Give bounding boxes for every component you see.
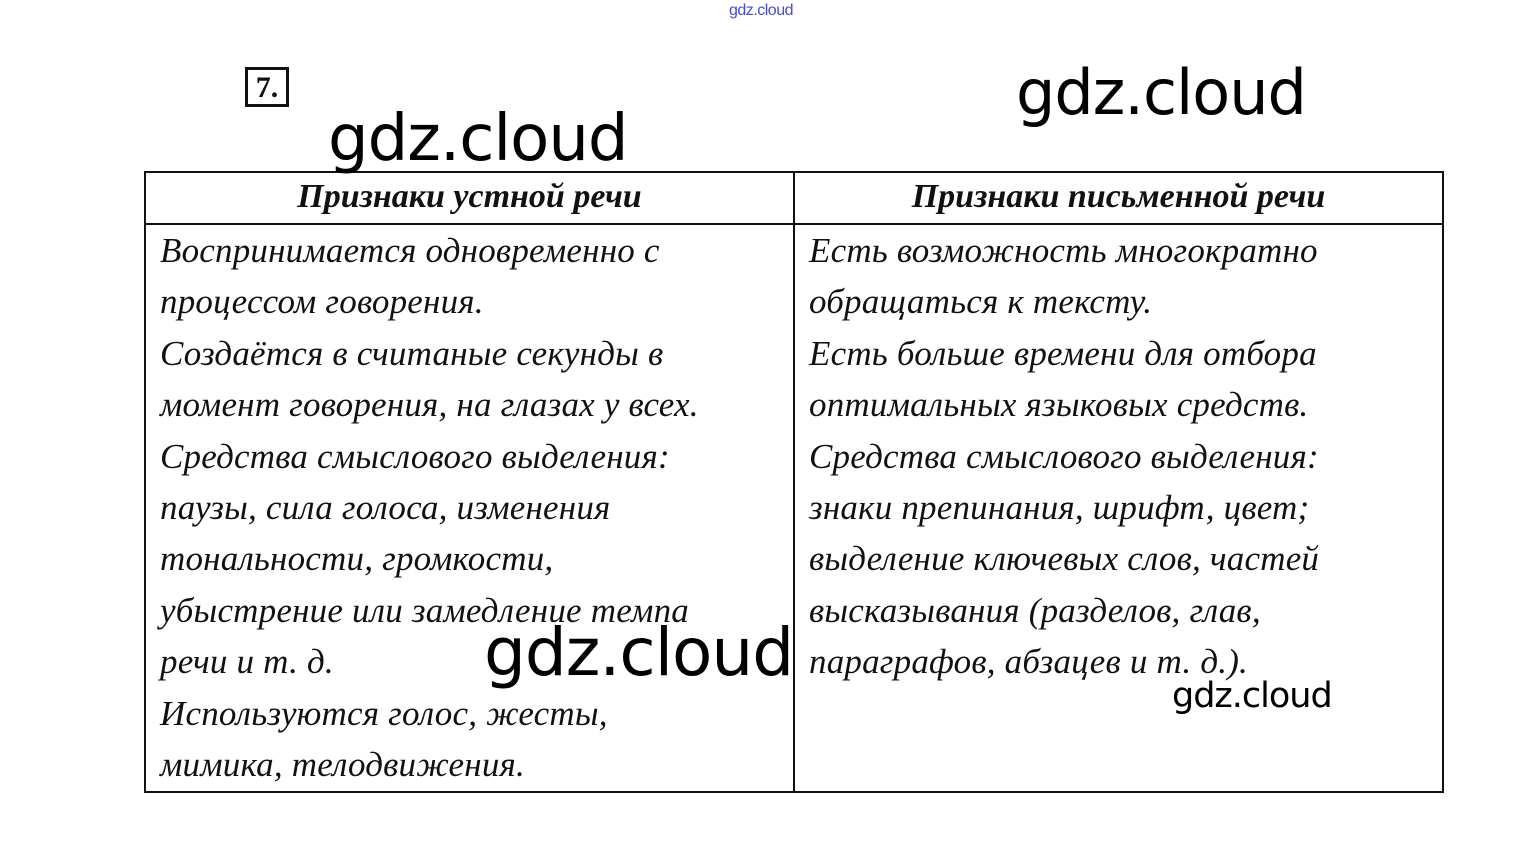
header-written-speech: Признаки письменной речи <box>795 173 1442 225</box>
oral-line: процессом говорения. <box>160 282 484 322</box>
written-speech-cell <box>795 225 1442 791</box>
oral-line: момент говорения, на глазах у всех. <box>160 385 699 425</box>
watermark-large-center: gdz.cloud <box>484 614 794 691</box>
header-oral-speech: Признаки устной речи <box>146 173 795 225</box>
oral-line: Создаётся в считаные секунды в <box>160 333 664 373</box>
oral-line: мимика, телодвижения. <box>160 745 525 785</box>
watermark-small-right: gdz.cloud <box>1172 676 1332 716</box>
watermark-top: gdz.cloud <box>729 2 793 19</box>
oral-line: Средства смыслового выделения: <box>160 436 670 476</box>
written-line: выделение ключевых слов, частей <box>809 539 1320 579</box>
written-line: Есть возможность многократно <box>809 231 1318 270</box>
oral-line: Воспринимается одновременно с <box>160 231 660 270</box>
watermark-large-top-right: gdz.cloud <box>1016 56 1306 129</box>
oral-speech-cell <box>146 225 795 791</box>
written-line: параграфов, абзацев и т. д.). <box>809 642 1248 682</box>
oral-line: тональности, громкости, <box>160 539 554 579</box>
oral-line: паузы, сила голоса, изменения <box>160 488 611 528</box>
oral-line: Используются голос, жесты, <box>160 693 608 733</box>
oral-line: убыстрение или замедление темпа <box>160 590 689 630</box>
watermark-large-top-left: gdz.cloud <box>328 102 628 176</box>
written-line: знаки препинания, шрифт, цвет; <box>809 488 1310 528</box>
written-line: Средства смыслового выделения: <box>809 436 1319 476</box>
task-number-box: 7. <box>245 67 289 107</box>
oral-line: речи и т. д. <box>160 642 334 682</box>
written-line: высказывания (разделов, глав, <box>809 590 1261 630</box>
written-line: обращаться к тексту. <box>809 282 1153 322</box>
written-line: Есть больше времени для отбора <box>809 333 1317 373</box>
written-line: оптимальных языковых средств. <box>809 385 1309 425</box>
